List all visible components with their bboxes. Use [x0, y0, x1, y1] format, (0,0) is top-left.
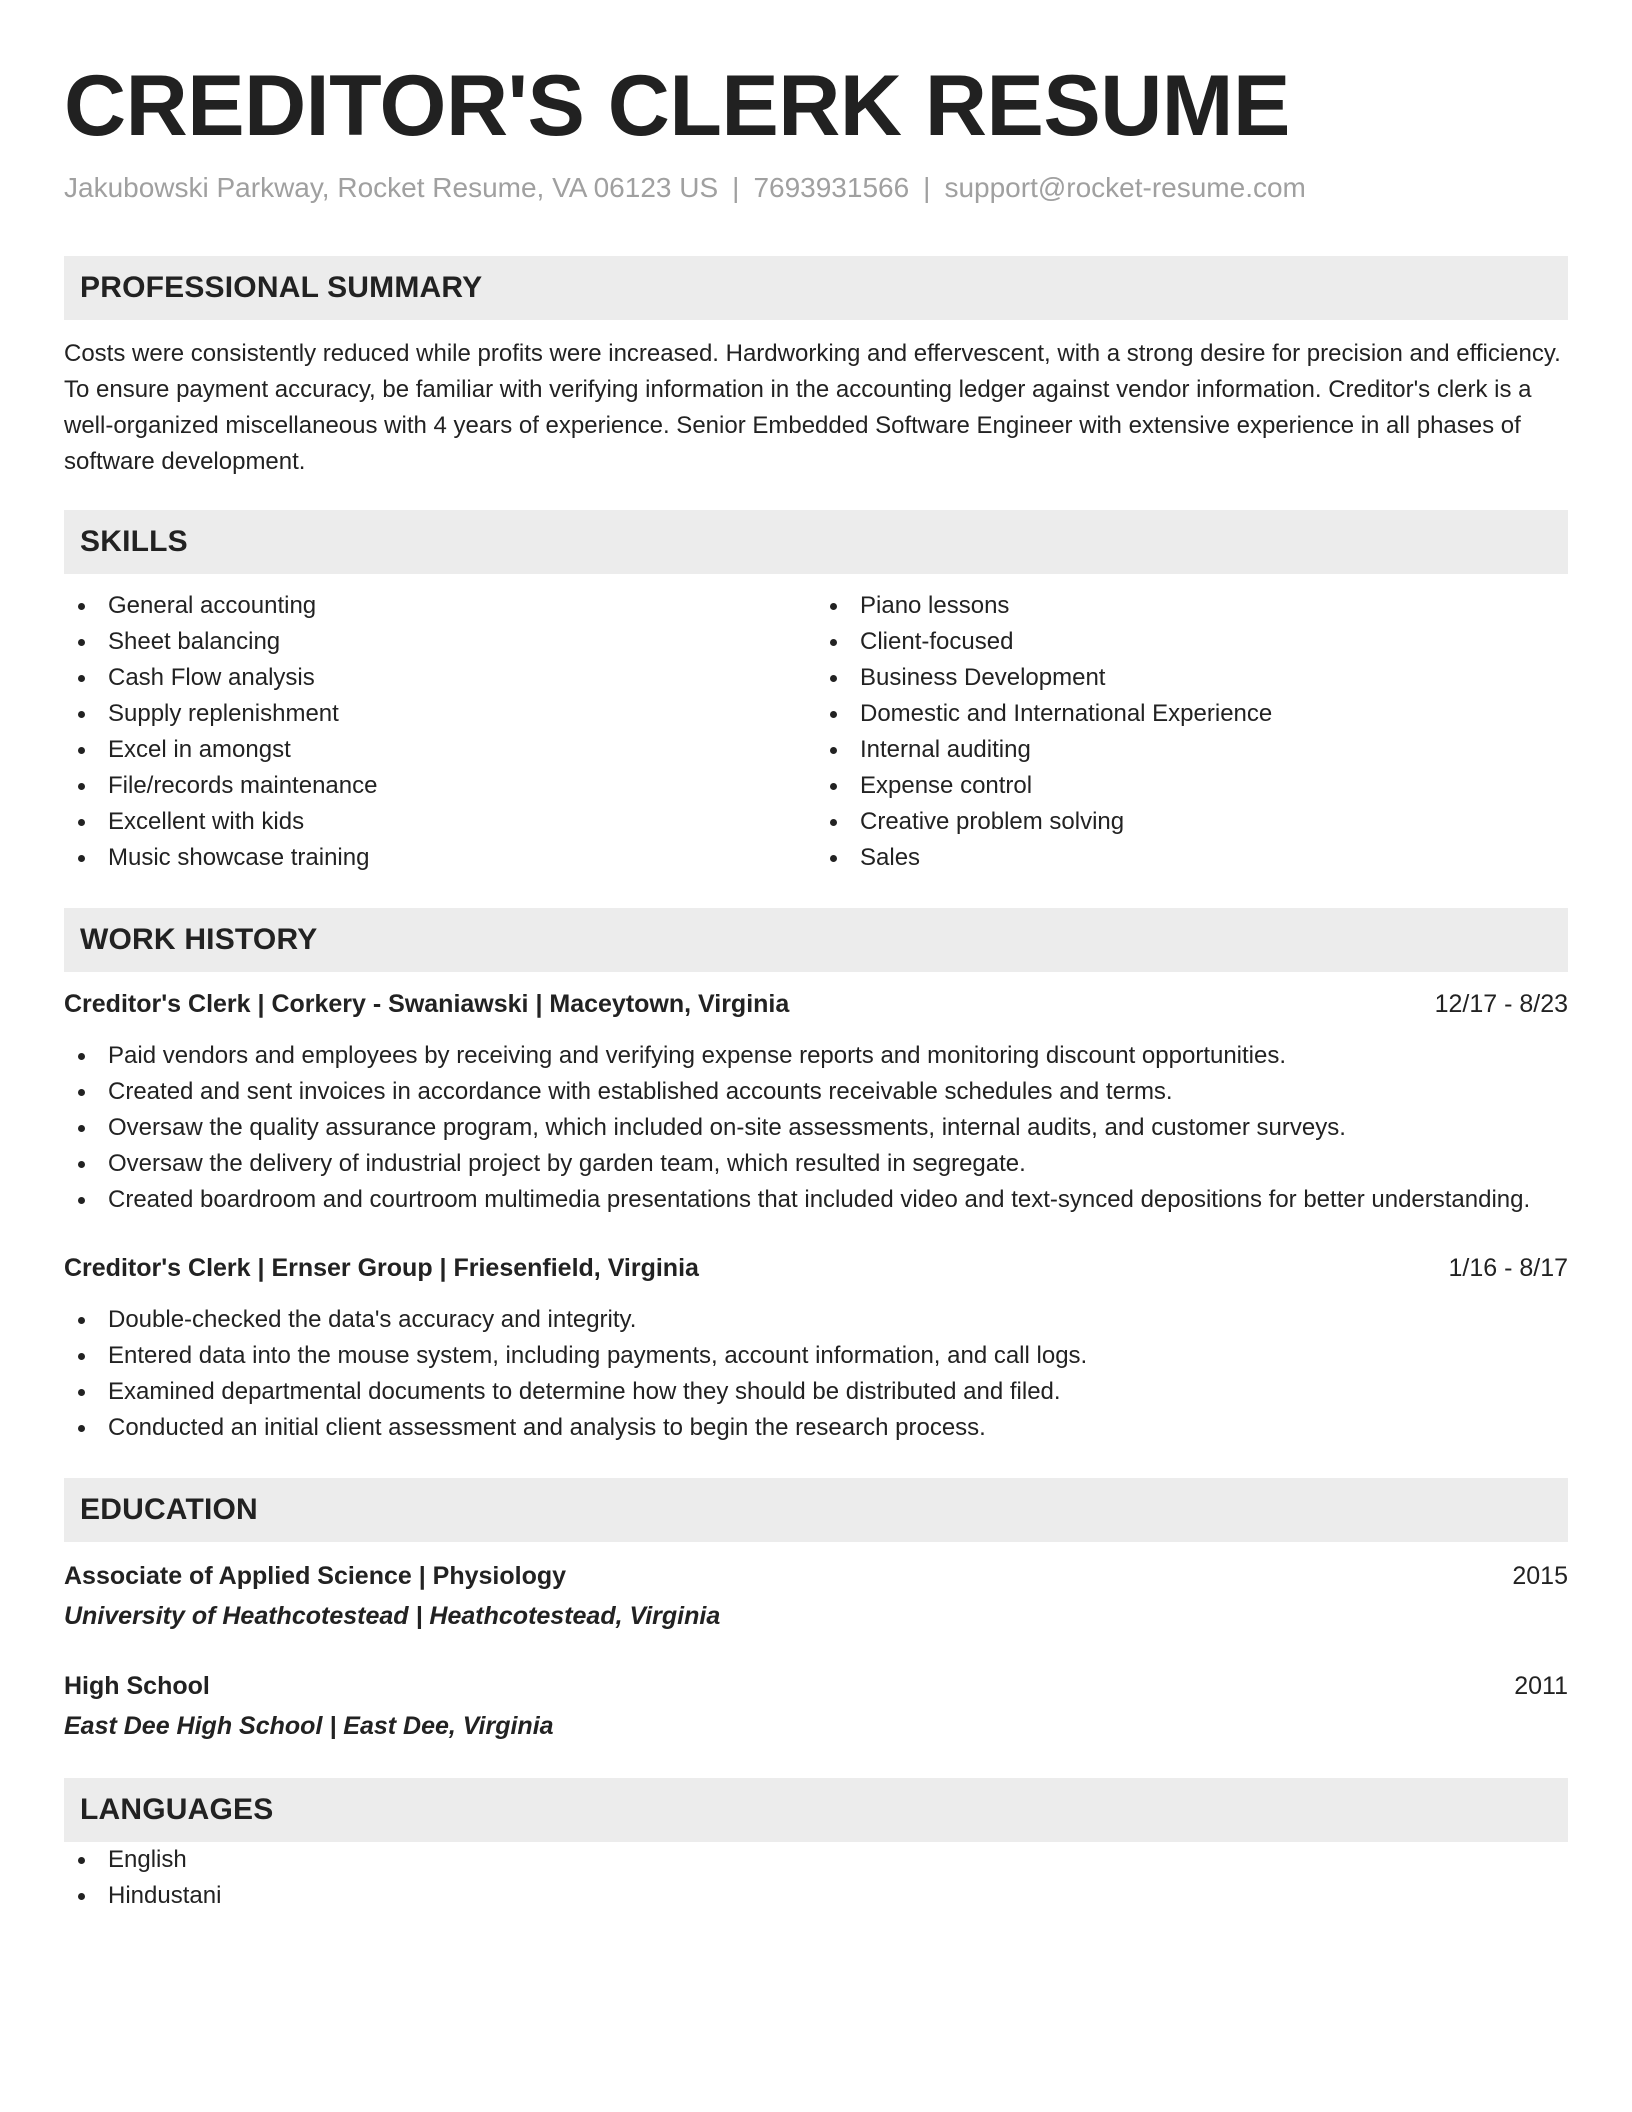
- skill-item: Cash Flow analysis: [64, 660, 816, 696]
- education-degree: Associate of Applied Science | Physiology: [64, 1562, 567, 1590]
- job-dates: 12/17 - 8/23: [1434, 990, 1568, 1018]
- job-duty: Oversaw the quality assurance program, which included on-site assessments, internal audits, and customer surveys.: [64, 1110, 1568, 1146]
- skills-grid: [64, 588, 1568, 876]
- languages-section: [64, 1778, 1568, 1914]
- job-duty: Oversaw the delivery of industrial project by garden team, which resulted in segregate.: [64, 1146, 1568, 1182]
- education-section: [64, 1478, 1568, 1744]
- job-duty: Created boardroom and courtroom multimedia presentations that included video and text-synced depositions for better understanding.: [64, 1182, 1568, 1218]
- job-title: Creditor's Clerk | Corkery - Swaniawski | Maceytown, Virginia: [64, 990, 790, 1018]
- language-item: Hindustani: [64, 1878, 1568, 1914]
- contact-email: support@rocket-resume.com: [944, 172, 1306, 203]
- contact-separator: |: [732, 172, 740, 203]
- contact-separator: |: [923, 172, 931, 203]
- skill-item: Piano lessons: [816, 588, 1568, 624]
- skill-item: Music showcase training: [64, 840, 816, 876]
- skill-item: Business Development: [816, 660, 1568, 696]
- skills-section: [64, 510, 1568, 876]
- job-duty: Paid vendors and employees by receiving and verifying expense reports and monitoring discount opportunities.: [64, 1038, 1568, 1074]
- skill-item: Excellent with kids: [64, 804, 816, 840]
- education-entry: [64, 1558, 1568, 1634]
- language-item: English: [64, 1842, 1568, 1878]
- education-year: 2015: [1512, 1562, 1568, 1590]
- languages-list: [64, 1842, 1568, 1914]
- summary-section: [64, 256, 1568, 480]
- job-header: [64, 1250, 1568, 1286]
- skill-item: Expense control: [816, 768, 1568, 804]
- skills-list-right: [816, 588, 1568, 876]
- summary-heading: PROFESSIONAL SUMMARY: [64, 256, 1568, 320]
- education-degree: High School: [64, 1672, 210, 1700]
- job-duty: Examined departmental documents to determine how they should be distributed and filed.: [64, 1374, 1568, 1410]
- job-duties: [64, 1038, 1568, 1218]
- job-entry: [64, 986, 1568, 1218]
- skill-item: Internal auditing: [816, 732, 1568, 768]
- job-duty: Created and sent invoices in accordance with established accounts receivable schedules and terms.: [64, 1074, 1568, 1110]
- languages-heading: LANGUAGES: [64, 1778, 1568, 1842]
- job-entry: [64, 1250, 1568, 1446]
- contact-address: Jakubowski Parkway, Rocket Resume, VA 06123 US: [64, 172, 719, 203]
- education-school: University of Heathcotestead | Heathcotestead, Virginia: [64, 1602, 721, 1630]
- education-entry: [64, 1668, 1568, 1744]
- education-school: East Dee High School | East Dee, Virginia: [64, 1712, 554, 1740]
- job-duty: Entered data into the mouse system, including payments, account information, and call logs.: [64, 1338, 1568, 1374]
- skill-item: Creative problem solving: [816, 804, 1568, 840]
- job-header: [64, 986, 1568, 1022]
- summary-text: Costs were consistently reduced while profits were increased. Hardworking and effervescent, with a strong desire for precision and efficiency. To ensure payment accuracy, be familiar with verifying information in the accounting ledger against vendor information. Creditor's clerk is a well-organized miscellaneous with 4 years of experience. Senior Embedded Software Engineer with extensive experience in all phases of software development.: [64, 340, 1561, 475]
- job-title: Creditor's Clerk | Ernser Group | Friesenfield, Virginia: [64, 1254, 699, 1282]
- work-history-heading: WORK HISTORY: [64, 908, 1568, 972]
- skill-item: General accounting: [64, 588, 816, 624]
- skill-item: Excel in amongst: [64, 732, 816, 768]
- contact-phone: 7693931566: [753, 172, 910, 203]
- resume-title: CREDITOR'S CLERK RESUME: [64, 58, 1290, 154]
- job-duty: Double-checked the data's accuracy and integrity.: [64, 1302, 1568, 1338]
- skills-column-left: [64, 588, 816, 876]
- education-heading: EDUCATION: [64, 1478, 1568, 1542]
- skill-item: Domestic and International Experience: [816, 696, 1568, 732]
- job-duty: Conducted an initial client assessment and analysis to begin the research process.: [64, 1410, 1568, 1446]
- job-dates: 1/16 - 8/17: [1448, 1254, 1568, 1282]
- contact-line: [64, 170, 1568, 206]
- skill-item: Sheet balancing: [64, 624, 816, 660]
- job-duties: [64, 1302, 1568, 1446]
- education-year: 2011: [1514, 1672, 1568, 1700]
- education-header: [64, 1668, 1568, 1704]
- education-header: [64, 1558, 1568, 1594]
- skills-list-left: [64, 588, 816, 876]
- skills-heading: SKILLS: [64, 510, 1568, 574]
- skill-item: Supply replenishment: [64, 696, 816, 732]
- skill-item: Sales: [816, 840, 1568, 876]
- skill-item: Client-focused: [816, 624, 1568, 660]
- work-history-section: [64, 908, 1568, 1446]
- skills-column-right: [816, 588, 1568, 876]
- skill-item: File/records maintenance: [64, 768, 816, 804]
